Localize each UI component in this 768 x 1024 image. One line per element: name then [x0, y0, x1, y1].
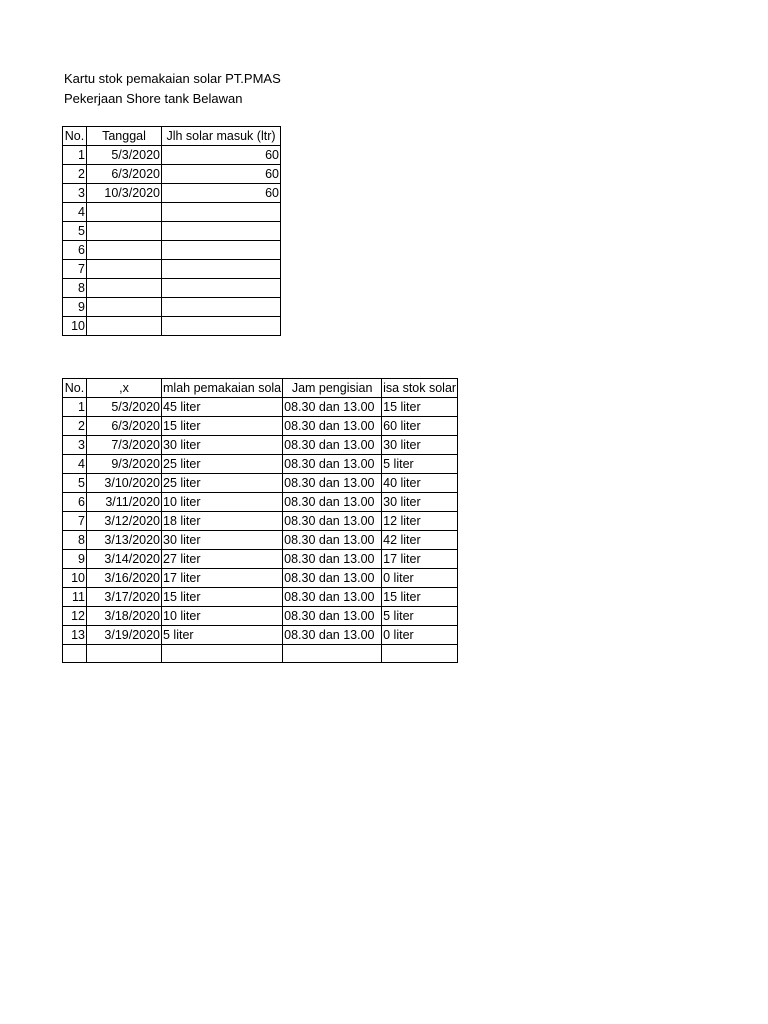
table-cell[interactable]: 1 [63, 146, 87, 165]
column-header[interactable]: isa stok solar [382, 379, 458, 398]
table-cell[interactable]: 6/3/2020 [87, 165, 162, 184]
table-cell[interactable]: 4 [63, 455, 87, 474]
table-row [63, 607, 458, 626]
column-header[interactable]: No. [63, 379, 87, 398]
table-row [63, 626, 458, 645]
table-cell[interactable] [87, 298, 162, 317]
table-cell[interactable] [87, 317, 162, 336]
table-cell[interactable] [162, 279, 281, 298]
table-cell[interactable]: 3/16/2020 [87, 569, 162, 588]
header-row [63, 379, 458, 398]
table-cell[interactable] [87, 260, 162, 279]
table-row [63, 317, 281, 336]
table-row [63, 512, 458, 531]
table-cell[interactable]: 6/3/2020 [87, 417, 162, 436]
table-cell[interactable]: 30 liter [162, 531, 283, 550]
table-row [63, 203, 281, 222]
table-cell[interactable]: 45 liter [162, 398, 283, 417]
table-cell[interactable]: 30 liter [382, 436, 458, 455]
column-header[interactable]: Tanggal [87, 127, 162, 146]
solar-usage-table [62, 378, 458, 663]
table-cell[interactable]: 3/10/2020 [87, 474, 162, 493]
table-cell[interactable] [87, 241, 162, 260]
table-row [63, 260, 281, 279]
table-cell[interactable]: 0 liter [382, 569, 458, 588]
header-row [63, 127, 281, 146]
table-cell[interactable] [162, 203, 281, 222]
table-cell[interactable]: 40 liter [382, 474, 458, 493]
table-cell[interactable]: 5 liter [162, 626, 283, 645]
solar-intake-table [62, 126, 281, 336]
table-cell[interactable]: 17 liter [382, 550, 458, 569]
table-cell[interactable]: 42 liter [382, 531, 458, 550]
table-row [63, 531, 458, 550]
table-cell[interactable]: 08.30 dan 13.00 [283, 455, 382, 474]
table-cell[interactable] [382, 645, 458, 663]
table-cell[interactable]: 5/3/2020 [87, 398, 162, 417]
table-row [63, 298, 281, 317]
table-cell[interactable]: 08.30 dan 13.00 [283, 474, 382, 493]
table-cell[interactable]: 15 liter [382, 588, 458, 607]
table-cell[interactable]: 13 [63, 626, 87, 645]
table-row [63, 550, 458, 569]
table-row [63, 279, 281, 298]
table-cell[interactable]: 08.30 dan 13.00 [283, 626, 382, 645]
table-cell[interactable]: 5 liter [382, 607, 458, 626]
table-row [63, 474, 458, 493]
table-cell[interactable]: 30 liter [162, 436, 283, 455]
table-cell[interactable] [283, 645, 382, 663]
table-cell[interactable]: 17 liter [162, 569, 283, 588]
table-cell[interactable]: 08.30 dan 13.00 [283, 569, 382, 588]
table-cell[interactable]: 2 [63, 165, 87, 184]
table-cell[interactable]: 08.30 dan 13.00 [283, 550, 382, 569]
table-cell[interactable] [162, 222, 281, 241]
table-cell[interactable]: 3/13/2020 [87, 531, 162, 550]
table-cell[interactable]: 9 [63, 550, 87, 569]
table-cell[interactable]: 8 [63, 531, 87, 550]
table-cell[interactable]: 7 [63, 260, 87, 279]
table-cell[interactable]: 5 [63, 222, 87, 241]
table-cell[interactable]: 8 [63, 279, 87, 298]
table-cell[interactable]: 11 [63, 588, 87, 607]
table-cell[interactable]: 9 [63, 298, 87, 317]
table-cell[interactable]: 10 [63, 569, 87, 588]
table-cell[interactable]: 1 [63, 398, 87, 417]
table-row [63, 569, 458, 588]
table-cell[interactable]: 3/11/2020 [87, 493, 162, 512]
table-cell[interactable]: 15 liter [162, 417, 283, 436]
table-cell[interactable] [87, 279, 162, 298]
table-row [63, 184, 281, 203]
table-cell[interactable]: 6 [63, 241, 87, 260]
table-row [63, 645, 458, 663]
table-cell[interactable]: 10 liter [162, 493, 283, 512]
table-cell[interactable]: 08.30 dan 13.00 [283, 436, 382, 455]
table-cell[interactable]: 25 liter [162, 474, 283, 493]
table-cell[interactable]: 5/3/2020 [87, 146, 162, 165]
table-cell[interactable] [87, 222, 162, 241]
sheet-subtitle: Pekerjaan Shore tank Belawan [64, 91, 243, 106]
column-header[interactable]: Jlh solar masuk (ltr) [162, 127, 281, 146]
table-cell[interactable]: 15 liter [162, 588, 283, 607]
table-cell[interactable]: 3 [63, 184, 87, 203]
table-cell[interactable] [162, 645, 283, 663]
table-cell[interactable]: 08.30 dan 13.00 [283, 398, 382, 417]
column-header[interactable]: Jam pengisian [283, 379, 382, 398]
column-header[interactable]: mlah pemakaian sola [162, 379, 283, 398]
table-cell[interactable]: 5 [63, 474, 87, 493]
table-row [63, 241, 281, 260]
table-cell[interactable]: 3/19/2020 [87, 626, 162, 645]
table-row [63, 165, 281, 184]
table-cell[interactable] [87, 203, 162, 222]
table-cell[interactable] [162, 298, 281, 317]
table-cell[interactable]: 15 liter [382, 398, 458, 417]
table-row [63, 146, 281, 165]
table-cell[interactable]: 30 liter [382, 493, 458, 512]
table-row [63, 417, 458, 436]
table-cell[interactable]: 25 liter [162, 455, 283, 474]
table-cell[interactable]: 5 liter [382, 455, 458, 474]
table-cell[interactable]: 7 [63, 512, 87, 531]
table-cell[interactable]: 08.30 dan 13.00 [283, 512, 382, 531]
table-cell[interactable]: 27 liter [162, 550, 283, 569]
table-cell[interactable] [162, 317, 281, 336]
table-cell[interactable]: 3 [63, 436, 87, 455]
table-row [63, 455, 458, 474]
table-cell[interactable]: 3/12/2020 [87, 512, 162, 531]
table-cell[interactable]: 4 [63, 203, 87, 222]
table-cell[interactable]: 10 liter [162, 607, 283, 626]
table-row [63, 588, 458, 607]
table-cell[interactable]: 60 liter [382, 417, 458, 436]
table-cell[interactable]: 12 liter [382, 512, 458, 531]
table-cell[interactable]: 60 [162, 184, 281, 203]
table-cell[interactable]: 60 [162, 146, 281, 165]
table-cell[interactable]: 12 [63, 607, 87, 626]
table-cell[interactable]: 7/3/2020 [87, 436, 162, 455]
column-header[interactable]: ,x [87, 379, 162, 398]
table-cell[interactable]: 08.30 dan 13.00 [283, 417, 382, 436]
table-row [63, 493, 458, 512]
table-cell[interactable]: 9/3/2020 [87, 455, 162, 474]
table-cell[interactable]: 08.30 dan 13.00 [283, 531, 382, 550]
table-cell[interactable]: 0 liter [382, 626, 458, 645]
table-cell[interactable]: 08.30 dan 13.00 [283, 588, 382, 607]
table-cell[interactable]: 18 liter [162, 512, 283, 531]
table-cell[interactable]: 08.30 dan 13.00 [283, 607, 382, 626]
column-header[interactable]: No. [63, 127, 87, 146]
table-cell[interactable]: 10 [63, 317, 87, 336]
table-cell[interactable] [162, 260, 281, 279]
table-row [63, 222, 281, 241]
table-cell[interactable]: 3/17/2020 [87, 588, 162, 607]
table-cell[interactable]: 3/18/2020 [87, 607, 162, 626]
table-cell[interactable]: 2 [63, 417, 87, 436]
table-row [63, 436, 458, 455]
table-cell[interactable]: 60 [162, 165, 281, 184]
table-cell[interactable] [63, 645, 87, 663]
table-cell[interactable]: 10/3/2020 [87, 184, 162, 203]
table-cell[interactable]: 3/14/2020 [87, 550, 162, 569]
table-cell[interactable]: 08.30 dan 13.00 [283, 493, 382, 512]
table-cell[interactable]: 6 [63, 493, 87, 512]
table-cell[interactable] [87, 645, 162, 663]
table-row [63, 398, 458, 417]
table-cell[interactable] [162, 241, 281, 260]
sheet-title: Kartu stok pemakaian solar PT.PMAS [64, 71, 281, 86]
